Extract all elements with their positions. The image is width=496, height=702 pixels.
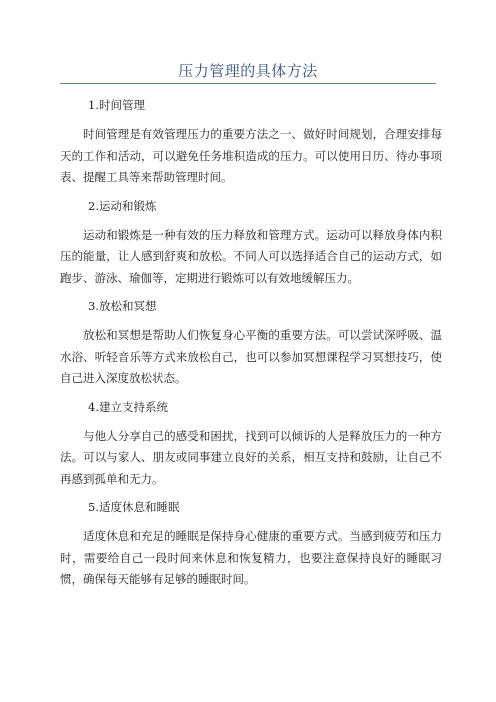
section-heading: 3.放松和冥想: [88, 299, 157, 313]
section-heading: 5.适度休息和睡眠: [88, 500, 180, 514]
section-paragraph: 运动和锻炼是一种有效的压力释放和管理方式。运动可以释放身体内积压的能量，让人感到舒爽和放松。不同人可以选择适合自己的运动方式，如跑步、游泳、瑜伽等，定期进行锻炼可以有效地缓解压力。: [60, 227, 442, 285]
title-divider: [60, 83, 436, 84]
section-time-management: [60, 97, 442, 189]
section-rest-sleep: [60, 499, 442, 591]
section-paragraph: 适度休息和充足的睡眠是保持身心健康的重要方式。当感到疲劳和压力时，需要给自己一段时间来休息和恢复精力，也要注意保持良好的睡眠习惯，确保每天能够有足够的睡眠时间。: [60, 529, 442, 586]
section-support-system: [60, 399, 442, 491]
section-paragraph: 与他人分享自己的感受和困扰，找到可以倾诉的人是释放压力的一种方法。可以与家人、朋友或同事建立良好的关系，相互支持和鼓励，让自己不再感到孤单和无力。: [60, 428, 442, 486]
section-heading: 1.时间管理: [88, 98, 145, 112]
document-body: [60, 97, 442, 600]
section-relax-meditation: [60, 298, 442, 390]
section-exercise: [60, 198, 442, 290]
section-heading: 2.运动和锻炼: [88, 198, 157, 213]
section-heading: 4.建立支持系统: [88, 399, 168, 414]
section-paragraph: 放松和冥想是帮助人们恢复身心平衡的重要方法。可以尝试深呼吸、温水浴、听轻音乐等方式来放松自己，也可以参加冥想课程学习冥想技巧，使自己进入深度放松状态。: [60, 328, 442, 385]
document-title: 压力管理的具体方法: [178, 62, 318, 80]
section-paragraph: 时间管理是有效管理压力的重要方法之一、做好时间规划，合理安排每天的工作和活动，可以避免任务堆积造成的压力。可以使用日历、待办事项表、提醒工具等来帮助管理时间。: [60, 127, 442, 184]
